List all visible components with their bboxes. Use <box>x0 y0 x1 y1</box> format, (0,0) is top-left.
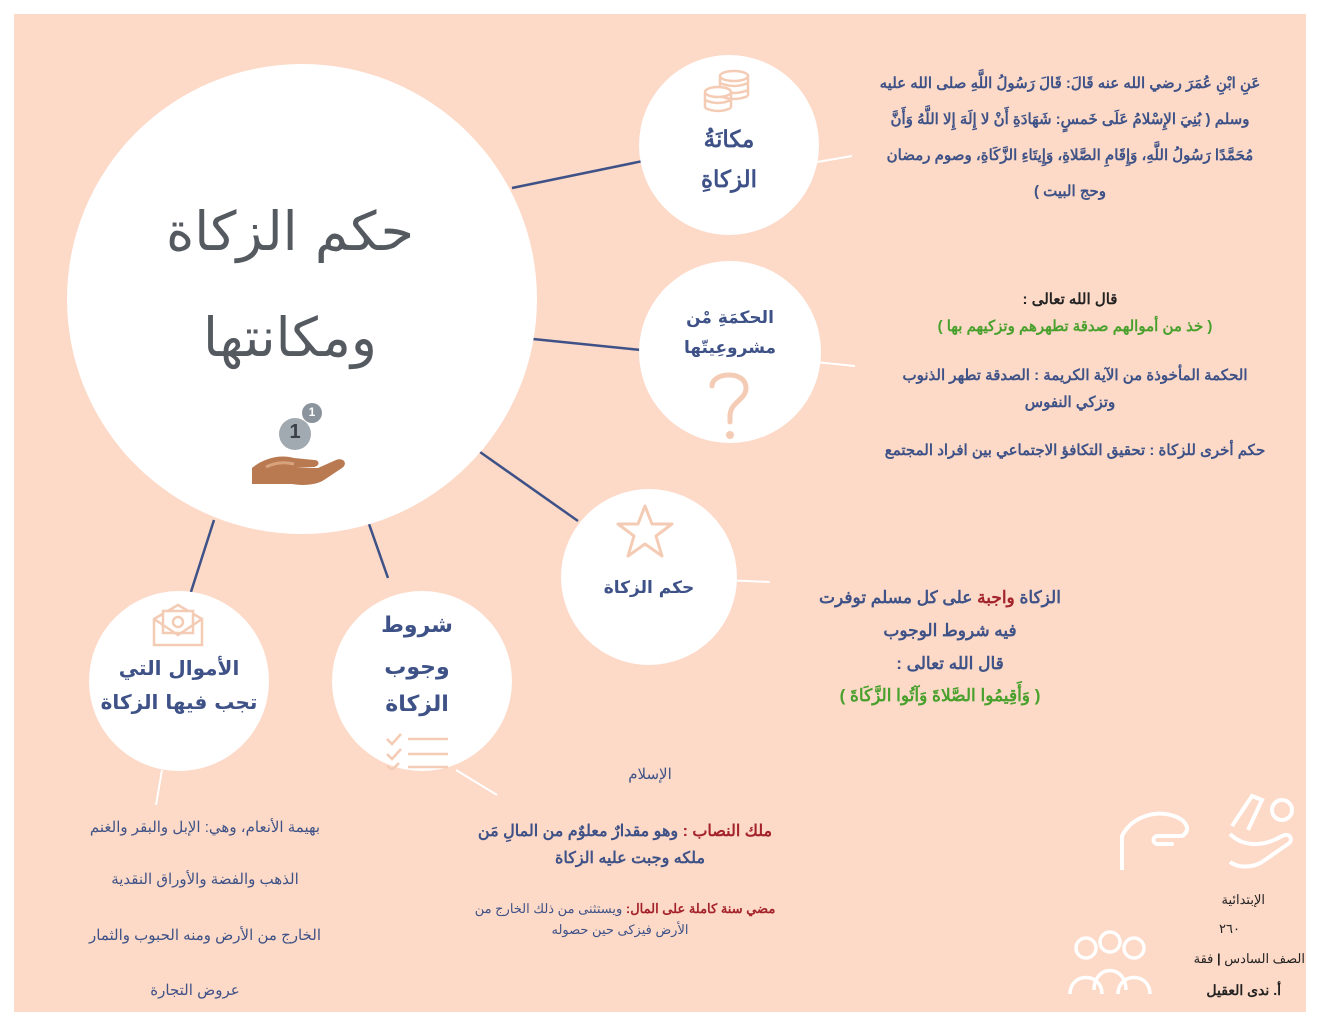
hikma-allah-said: قال الله تعالى : <box>1022 291 1118 308</box>
coins-stack-icon <box>702 68 752 114</box>
shurut-hawl-line2: الأرض فيزكى حين حصوله <box>551 922 689 937</box>
makana-title-line2: الزكاةِ <box>700 166 758 193</box>
hukm-line1 <box>770 588 1110 608</box>
shurut-title-line1: شروط <box>381 613 453 638</box>
hikma-other <box>840 441 1310 459</box>
hikma-title-line1: الحكمَةِ مْن <box>686 308 774 328</box>
line-amwal <box>189 520 214 598</box>
hawl-text: ويستثنى من ذلك الخارج من <box>474 901 626 916</box>
hukm-line2: فيه شروط الوجوب <box>883 621 1017 640</box>
coin-hand-icon <box>244 400 354 495</box>
footer-stage: الإبتدائية <box>1221 892 1265 907</box>
line-shurut-text <box>456 770 497 795</box>
hukm-title: حكم الزكاة <box>603 578 695 598</box>
shurut-islam: الإسلام <box>628 766 672 783</box>
line-shurut <box>369 524 388 578</box>
money-envelope-icon <box>152 603 204 647</box>
amwal-item-2: الذهب والفضة والأوراق النقدية <box>111 871 299 888</box>
line-hukm <box>480 452 578 521</box>
footer-teacher: أ. ندى العقيل <box>1206 982 1281 998</box>
shurut-title-line3: الزكاة <box>385 692 449 717</box>
line-makana <box>512 161 643 188</box>
footer-page-number: ٢٦٠ <box>1219 921 1240 936</box>
makana-hadith <box>845 66 1295 210</box>
checklist-icon <box>384 730 450 770</box>
nisab-text: وهو مقدارٌ معلوٌم من المالِ مَن <box>477 823 683 840</box>
line-hikma <box>533 339 641 350</box>
main-title-line1: حكم الزكاة <box>165 200 414 263</box>
hadith-line-3: مُحَمَّدًا رَسُولُ اللَّهِ، وَإِقَامِ الصَّلاةِ، وَإِيتَاءِ الزَّكَاةِ، وصوم رمضان <box>886 147 1254 164</box>
hukm-verse: ( وَأَقِيمُوا الصَّلاةَ وَآتُوا الزَّكَاةَ ) <box>839 686 1041 705</box>
coin-small-number: 1 <box>308 405 316 419</box>
hukm-line1-a: الزكاة <box>1014 588 1061 607</box>
question-mark-icon <box>704 366 754 442</box>
nisab-label: ملك النصاب : <box>682 823 773 840</box>
hikma-other-text: تحقيق التكافؤ الاجتماعي بين افراد المجتمع <box>884 442 1150 459</box>
hadith-line-1: عَنِ ابْنِ عُمَرَ رضي الله عنه قَالَ: قَالَ رَسُولُ اللَّهِ صلى الله عليه <box>879 75 1261 92</box>
hikma-title-line2: مشروعِيتّها <box>683 338 777 358</box>
shurut-hawl <box>430 901 820 917</box>
makana-title-line1: مكانَةُ <box>703 126 755 153</box>
line-amwal-text <box>156 770 162 805</box>
hukm-line1-c: على كل مسلم توفرت <box>819 588 978 607</box>
amwal-title-line2: تجب فيها الزكاة <box>100 690 258 714</box>
hikma-wisdom-line1: الحكمة المأخوذة من الآية الكريمة : الصدقة تطهر الذنوب <box>902 367 1248 384</box>
amwal-item-4: عروض التجارة <box>150 982 240 999</box>
main-title-line2: ومكانتها <box>203 306 377 369</box>
hikma-wisdom-line2: وتزكي النفوس <box>1024 394 1116 411</box>
hikma-verse: ( خذ من أموالهم صدقة تطهرهم وتزكيهم بها ) <box>937 318 1213 335</box>
amwal-item-1: بهيمة الأنعام، وهي: الإبل والبقر والغنم <box>89 819 321 836</box>
shurut-nisab <box>440 821 810 841</box>
hadith-line-2: وسلم ( بُنِيَ الإِسْلامُ عَلَى خَمسٍ: شَهَادَةِ أَنْ لا إِلَهَ إِلا اللَّهُ وَأَنَّ <box>890 111 1250 128</box>
hawl-label: مضي سنة كاملة على المال: <box>625 901 776 916</box>
shurut-nisab-line2: ملكه وجبت عليه الزكاة <box>554 850 706 867</box>
hukm-allah-said: قال الله تعالى : <box>896 654 1004 673</box>
footer-grade-line <box>1120 951 1305 967</box>
footer-subject: فقة <box>1193 951 1214 966</box>
hadith-line-4: وحج البيت ) <box>1033 183 1107 200</box>
footer-grade: الصف السادس <box>1224 951 1305 966</box>
hukm-wajiba: واجبة <box>977 588 1015 607</box>
coin-number: 1 <box>289 421 301 443</box>
hikma-other-label: حكم أخرى للزكاة : <box>1149 442 1266 459</box>
amwal-title-line1: الأموال التي <box>118 656 240 680</box>
shurut-title-line2: وجوب <box>384 655 450 680</box>
footer-separator: | <box>1217 951 1221 966</box>
hand-icon <box>252 456 345 484</box>
star-icon <box>614 502 676 560</box>
amwal-item-3: الخارج من الأرض ومنه الحبوب والثمار <box>89 927 321 944</box>
giving-hand-icon <box>1112 786 1302 886</box>
